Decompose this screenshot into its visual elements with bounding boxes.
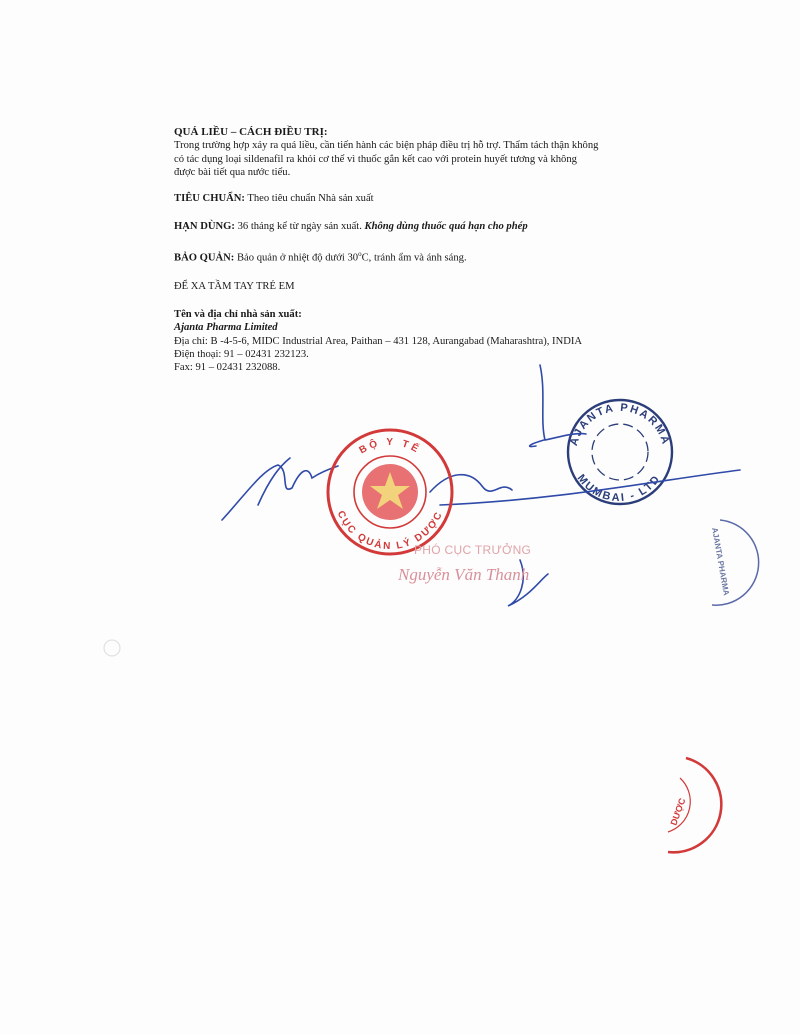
ministry-stamp — [328, 430, 452, 554]
storage-label: BẢO QUẢN: — [174, 252, 235, 264]
signatory-name: Nguyễn Văn Thanh — [398, 565, 530, 584]
overdose-line: được bài tiết qua nước tiểu. — [174, 167, 291, 179]
manufacturer-fax: Fax: 91 – 02431 232088. — [174, 362, 281, 374]
edge-stamp-blue-text: AJANTA PHARMA — [710, 526, 731, 597]
star-icon — [370, 472, 410, 509]
edge-stamp-blue — [710, 520, 759, 605]
manufacturer-section — [174, 308, 694, 375]
children-warning — [174, 280, 694, 293]
overdose-paragraph — [174, 139, 694, 179]
overdose-section — [174, 126, 694, 180]
edge-stamp-red-text: DƯỢC — [668, 796, 688, 827]
ministry-stamp-bottom-text: CỤC QUẢN LÝ DƯỢC — [334, 509, 446, 553]
expiry-section — [174, 220, 694, 233]
ajanta-stamp — [568, 400, 672, 504]
standard-section — [174, 192, 694, 205]
storage-text-after: C, tránh ẩm và ánh sáng. — [361, 252, 467, 264]
emblem — [362, 464, 418, 520]
degree-sup: o — [358, 250, 362, 259]
expiry-label: HẠN DÙNG: — [174, 221, 235, 233]
punch-hole-mark — [104, 640, 120, 656]
edge-stamp-red — [668, 758, 721, 852]
overdose-line: Trong trường hợp xảy ra quá liều, cần tiến hành các biện pháp điều trị hỗ trợ. Thẩm tách thận không — [174, 140, 599, 152]
manufacturer-name: Ajanta Pharma Limited — [174, 322, 278, 334]
manufacturer-heading: Tên và địa chỉ nhà sản xuất: — [174, 308, 302, 320]
storage-section — [174, 248, 694, 265]
ajanta-stamp-inner-ring — [592, 424, 648, 480]
ajanta-stamp-outer-ring — [568, 400, 672, 504]
ministry-stamp-inner-ring — [354, 456, 426, 528]
expiry-text: 36 tháng kể từ ngày sản xuất. — [234, 221, 365, 233]
ministry-stamp-outer-ring — [328, 430, 452, 554]
standard-text: Theo tiêu chuẩn Nhà sản xuất — [244, 192, 374, 204]
manufacturer-phone: Điện thoại: 91 – 02431 232123. — [174, 349, 309, 360]
storage-text: Bảo quản ở nhiệt độ dưới 30 — [234, 252, 359, 264]
ajanta-stamp-bottom-text: MUMBAI - LTD — [574, 472, 664, 505]
leaflet-text — [174, 126, 694, 375]
standard-label: TIÊU CHUẨN: — [174, 192, 245, 204]
overdose-heading: QUÁ LIỀU – CÁCH ĐIỀU TRỊ: — [174, 126, 328, 138]
ajanta-stamp-top-text: AJANTA PHARMA — [567, 401, 673, 448]
overdose-line: có tác dụng loại sildenafil ra khỏi cơ thể vì thuốc gắn kết cao với protein huyết tương và không — [174, 153, 577, 165]
manufacturer-address: Địa chỉ: B -4-5-6, MIDC Industrial Area, Paithan – 431 128, Aurangabad (Maharashtra), INDIA — [174, 335, 583, 347]
ministry-stamp-top-text: BỘ Y TẾ — [357, 436, 423, 457]
expiry-warning: Không dùng thuốc quá hạn cho phép — [364, 221, 528, 233]
children-text: ĐỂ XA TẦM TAY TRẺ EM — [174, 281, 295, 293]
signatory-title: PHÓ CỤC TRƯỞNG — [414, 543, 532, 557]
